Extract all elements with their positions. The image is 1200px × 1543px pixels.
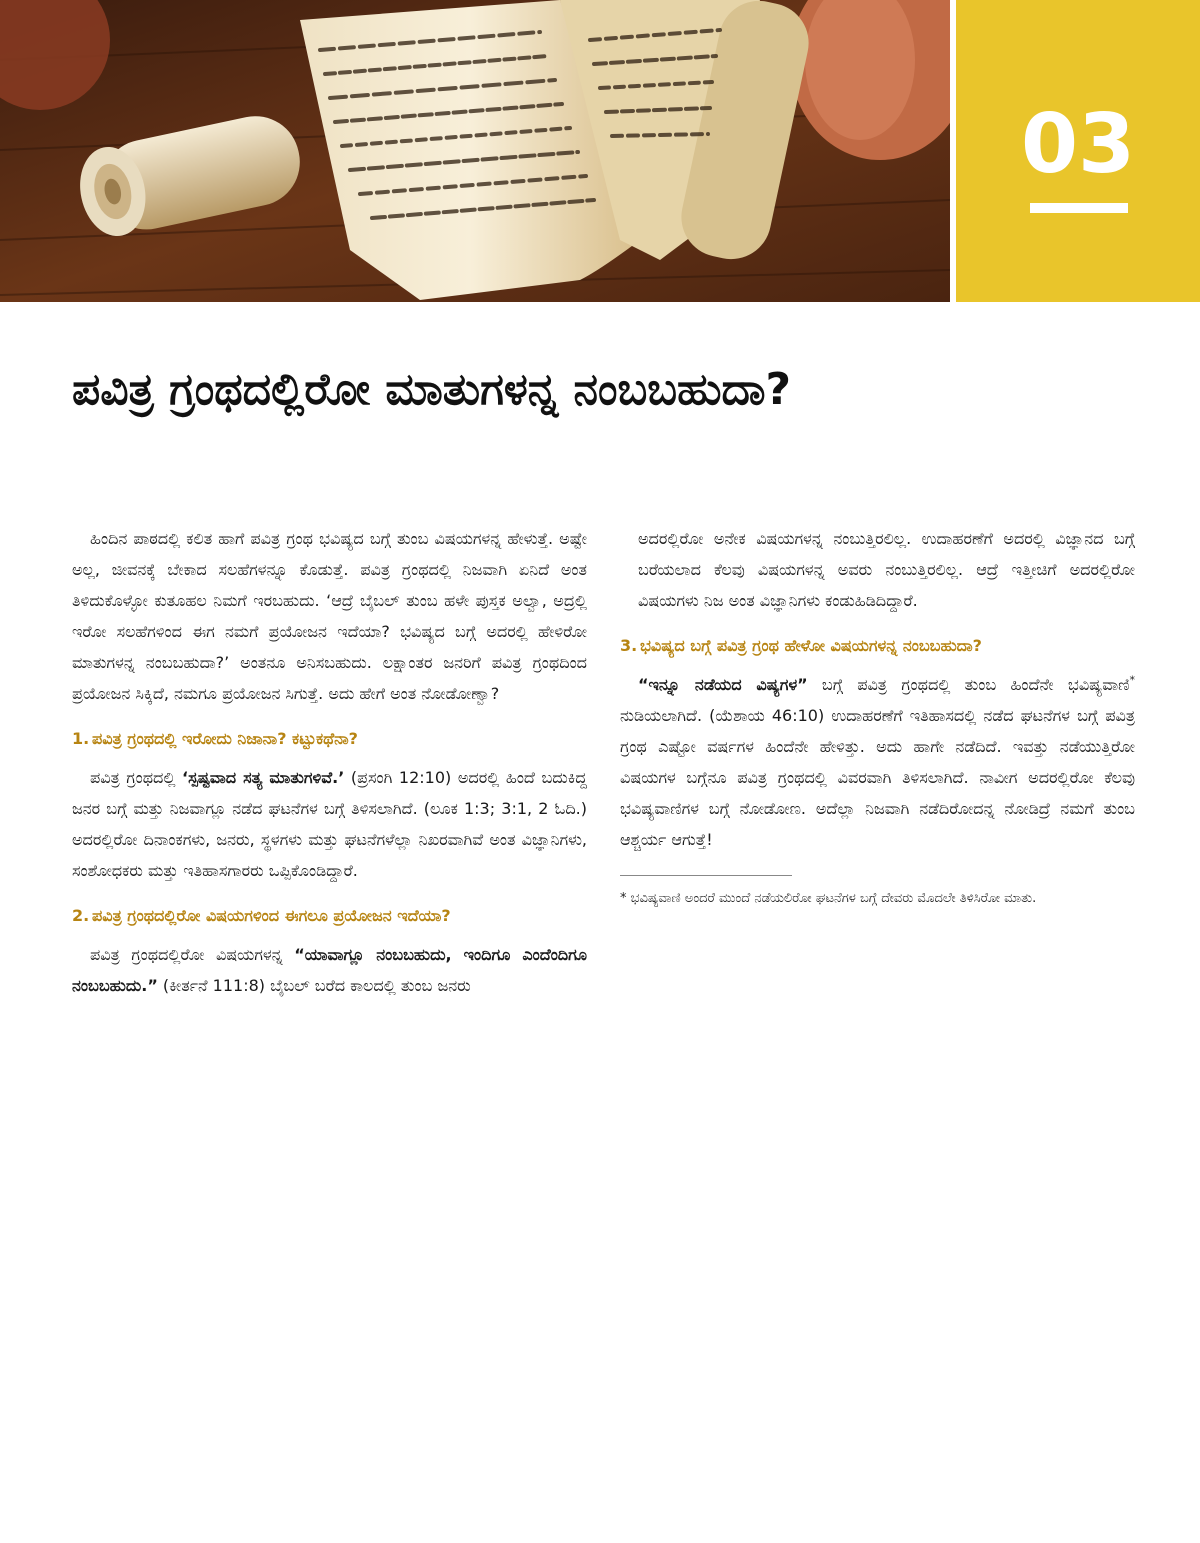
- lesson-number: 03: [1020, 97, 1136, 192]
- section-2-quote: “ಯಾವಾಗ್ಲೂ ನಂಬಬಹುದು, ಇಂದಿಗೂ ಎಂದೆಂದಿಗೂ ನಂಬಬಹುದು.”: [72, 945, 588, 995]
- footnote-marker[interactable]: *: [1129, 673, 1135, 687]
- footnote: * ಭವಿಷ್ಯವಾಣಿ ಅಂದರೆ ಮುಂದೆ ನಡೆಯಲಿರೋ ಘಟನೆಗಳ ಬಗ್ಗೆ ದೇವರು ಮೊದಲೇ ತಿಳಿಸಿರೋ ಮಾತು.: [620, 891, 1037, 906]
- section-1-text-post: (ಪ್ರಸಂಗಿ 12:10) ಅದರಲ್ಲಿ ಹಿಂದೆ ಬದುಕಿದ್ದ ಜನರ ಬಗ್ಗೆ ಮತ್ತು ನಿಜವಾಗ್ಲೂ ನಡೆದ ಘಟನೆಗಳ ಬಗ್ಗೆ ತಿಳಿಸಲಾಗಿದೆ. (ಲೂಕ 1:3; 3:1, 2 ಓದಿ.) ಅದರಲ್ಲಿರೋ ದಿನಾಂಕಗಳು, ಜನರು, ಸ್ಥಳಗಳು ಮತ್ತು ಘಟನೆಗಳೆಲ್ಲಾ ನಿಖರವಾಗಿವೆ ಅಂತ ವಿಜ್ಞಾನಿಗಳು, ಸಂಶೋಧಕರು ಮತ್ತು ಇತಿಹಾಸಗಾರರು ಒಪ್ಪಿಕೊಂಡಿದ್ದಾರೆ.: [72, 768, 587, 880]
- section-3-heading: [620, 630, 1135, 661]
- section-3-quote: “ಇನ್ನೂ ನಡೆಯದ ವಿಷ್ಯಗಳ”: [638, 675, 808, 694]
- section-1-heading: [72, 723, 587, 754]
- section-2-heading: [72, 900, 587, 931]
- section-1-quote: ‘ಸ್ಪಷ್ಟವಾದ ಸತ್ಯ ಮಾತುಗಳಿವೆ.’: [182, 768, 345, 787]
- intro-paragraph: ಹಿಂದಿನ ಪಾಠದಲ್ಲಿ ಕಲಿತ ಹಾಗೆ ಪವಿತ್ರ ಗ್ರಂಥ ಭವಿಷ್ಯದ ಬಗ್ಗೆ ತುಂಬ ವಿಷಯಗಳನ್ನ ಹೇಳುತ್ತೆ. ಅಷ್ಟೇ ಅಲ್ಲ, ಜೀವನಕ್ಕೆ ಬೇಕಾದ ಸಲಹೆಗಳನ್ನೂ ಕೊಡುತ್ತೆ. ಪವಿತ್ರ ಗ್ರಂಥದಲ್ಲಿ ನಿಜವಾಗಿ ಏನಿದೆ ಅಂತ ತಿಳಿದುಕೊಳ್ಳೋ ಕುತೂಹಲ ನಿಮಗೆ ಇರಬಹುದು. ‘ಆದ್ರೆ ಬೈಬಲ್ ತುಂಬ ಹಳೇ ಪುಸ್ತಕ ಅಲ್ವಾ, ಅದ್ರಲ್ಲಿ ಇರೋ ಸಲಹೆಗಳಿಂದ ಈಗ ನಮಗೆ ಪ್ರಯೋಜನ ಇದೆಯಾ? ಭವಿಷ್ಯದ ಬಗ್ಗೆ ಅದರಲ್ಲಿ ಹೇಳಿರೋ ಮಾತುಗಳನ್ನ ನಂಬಬಹುದಾ?’ ಅಂತನೂ ಅನಿಸಬಹುದು. ಲಕ್ಷಾಂತರ ಜನರಿಗೆ ಪವಿತ್ರ ಗ್ರಂಥದಿಂದ ಪ್ರಯೋಜನ ಸಿಕ್ಕಿದೆ, ನಮಗೂ ಪ್ರಯೋಜನ ಸಿಗುತ್ತೆ. ಅದು ಹೇಗೆ ಅಂತ ನೋಡೋಣ್ವಾ?: [72, 529, 587, 703]
- section-2-text-post: (ಕೀರ್ತನೆ 111:8) ಬೈಬಲ್ ಬರೆದ ಕಾಲದಲ್ಲಿ ತುಂಬ ಜನರು: [157, 976, 471, 995]
- section-1-paragraph: [72, 762, 587, 886]
- section-2-text-pre: ಪವಿತ್ರ ಗ್ರಂಥದಲ್ಲಿರೋ ವಿಷಯಗಳನ್ನ: [90, 945, 295, 964]
- lesson-badge: [956, 0, 1200, 302]
- hero-image: [0, 0, 950, 302]
- section-1-text-pre: ಪವಿತ್ರ ಗ್ರಂಥದಲ್ಲಿ: [90, 768, 183, 787]
- left-column: [72, 523, 587, 1015]
- section-2-paragraph: [72, 939, 587, 1001]
- footnote-divider: [620, 875, 792, 876]
- section-2-continuation: ಅದರಲ್ಲಿರೋ ಅನೇಕ ವಿಷಯಗಳನ್ನ ನಂಬುತ್ತಿರಲಿಲ್ಲ. ಉದಾಹರಣೆಗೆ ಅದರಲ್ಲಿ ವಿಜ್ಞಾನದ ಬಗ್ಗೆ ಬರೆಯಲಾದ ಕೆಲವು ವಿಷಯಗಳನ್ನ ಅವರು ನಂಬುತ್ತಿರಲಿಲ್ಲ. ಆದ್ರೆ ಇತ್ತೀಚಿಗೆ ಅದರಲ್ಲಿರೋ ವಿಷಯಗಳು ನಿಜ ಅಂತ ವಿಜ್ಞಾನಿಗಳು ಕಂಡುಹಿಡಿದಿದ್ದಾರೆ.: [638, 529, 1135, 610]
- section-3-text-mid: ಬಗ್ಗೆ ಪವಿತ್ರ ಗ್ರಂಥದಲ್ಲಿ ತುಂಬ ಹಿಂದೆನೇ ಭವಿಷ್ಯವಾಣಿ: [807, 675, 1130, 694]
- section-3-heading-text: ಭವಿಷ್ಯದ ಬಗ್ಗೆ ಪವಿತ್ರ ಗ್ರಂಥ ಹೇಳೋ ವಿಷಯಗಳನ್ನ ನಂಬಬಹುದಾ?: [640, 636, 982, 655]
- section-3-text-post: ನುಡಿಯಲಾಗಿದೆ. (ಯೆಶಾಯ 46:10) ಉದಾಹರಣೆಗೆ ಇತಿಹಾಸದಲ್ಲಿ ನಡೆದ ಘಟನೆಗಳ ಬಗ್ಗೆ ಪವಿತ್ರ ಗ್ರಂಥ ಎಷ್ಟೋ ವರ್ಷಗಳ ಹಿಂದೆನೇ ಹೇಳಿತ್ತು. ಅದು ಹಾಗೇ ನಡೆದಿದೆ. ಇವತ್ತು ನಡೆಯುತ್ತಿರೋ ವಿಷಯಗಳ ಬಗ್ಗೆನೂ ಪವಿತ್ರ ಗ್ರಂಥದಲ್ಲಿ ವಿವರವಾಗಿ ತಿಳಿಸಲಾಗಿದೆ. ನಾವೀಗ ಅದರಲ್ಲಿರೋ ಕೆಲವು ಭವಿಷ್ಯವಾಣಿಗಳ ಬಗ್ಗೆ ನೋಡೋಣ. ಅದೆಲ್ಲಾ ನಿಜವಾಗಿ ನಡೆದಿರೋದನ್ನ ನೋಡಿದ್ರೆ ನಮಗೆ ತುಂಬ ಆಶ್ಚರ್ಯ ಆಗುತ್ತೆ!: [620, 706, 1135, 849]
- lesson-number-underline: [1030, 203, 1128, 213]
- section-1-heading-text: ಪವಿತ್ರ ಗ್ರಂಥದಲ್ಲಿ ಇರೋದು ನಿಜಾನಾ? ಕಟ್ಟುಕಥೆನಾ?: [92, 729, 358, 748]
- right-column: [620, 523, 1135, 910]
- section-2-heading-text: ಪವಿತ್ರ ಗ್ರಂಥದಲ್ಲಿರೋ ವಿಷಯಗಳಿಂದ ಈಗಲೂ ಪ್ರಯೋಜನ ಇದೆಯಾ?: [92, 906, 451, 925]
- page-title: ಪವಿತ್ರ ಗ್ರಂಥದಲ್ಲಿರೋ ಮಾತುಗಳನ್ನ ನಂಬಬಹುದಾ?: [72, 364, 792, 415]
- section-3-number: 3.: [620, 636, 638, 655]
- section-1-number: 1.: [72, 729, 90, 748]
- scroll-illustration: [0, 0, 950, 302]
- section-2-number: 2.: [72, 906, 90, 925]
- section-3-paragraph: [620, 669, 1135, 855]
